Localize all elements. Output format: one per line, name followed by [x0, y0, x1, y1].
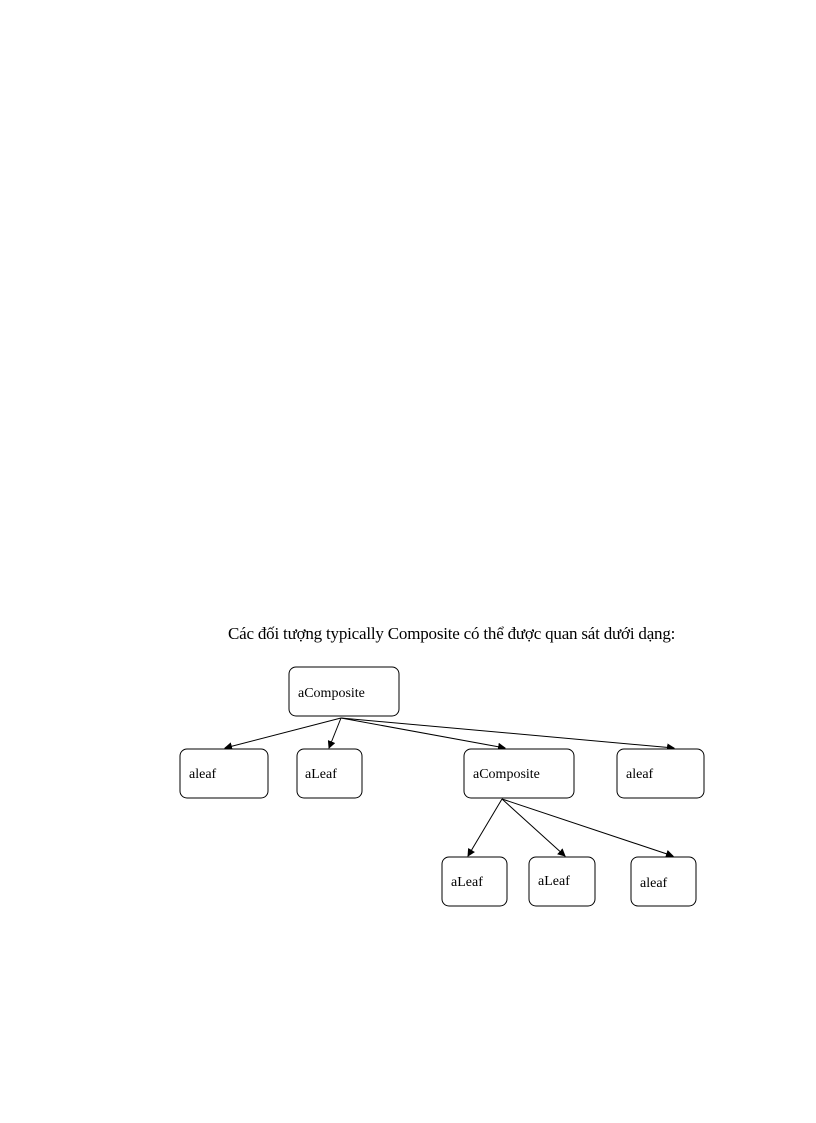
node-grandchild-leaf-3: [631, 857, 696, 906]
node-leaf-2: [297, 749, 362, 798]
node-root-composite: [289, 667, 399, 716]
edge-child-composite-to-aleaf-3: [502, 799, 673, 856]
edges: [225, 718, 674, 856]
node-grandchild-leaf-2: [529, 857, 595, 906]
node-leaf-4: [617, 749, 704, 798]
node-label: aLeaf: [538, 874, 570, 889]
node-label: aleaf: [626, 767, 654, 782]
node-label: aleaf: [189, 767, 217, 782]
edge-root-to-aleaf-4: [341, 718, 674, 748]
diagram-caption: Các đối tượng typically Composite có thể được quan sát dưới dạng:: [228, 624, 676, 643]
node-child-composite: [464, 749, 574, 798]
node-label: aComposite: [473, 767, 540, 782]
edge-root-to-aleaf-1: [225, 718, 341, 748]
edge-child-composite-to-aleaf-1: [468, 799, 502, 856]
node-grandchild-leaf-1: [442, 857, 507, 906]
node-leaf-1: [180, 749, 268, 798]
edge-child-composite-to-aleaf-2: [502, 799, 565, 856]
node-label: aleaf: [640, 876, 668, 891]
node-label: aComposite: [298, 686, 365, 701]
node-label: aLeaf: [305, 767, 337, 782]
edge-root-to-acomposite-child: [341, 718, 505, 748]
node-label: aLeaf: [451, 875, 483, 890]
edge-root-to-aleaf-2: [329, 718, 341, 748]
